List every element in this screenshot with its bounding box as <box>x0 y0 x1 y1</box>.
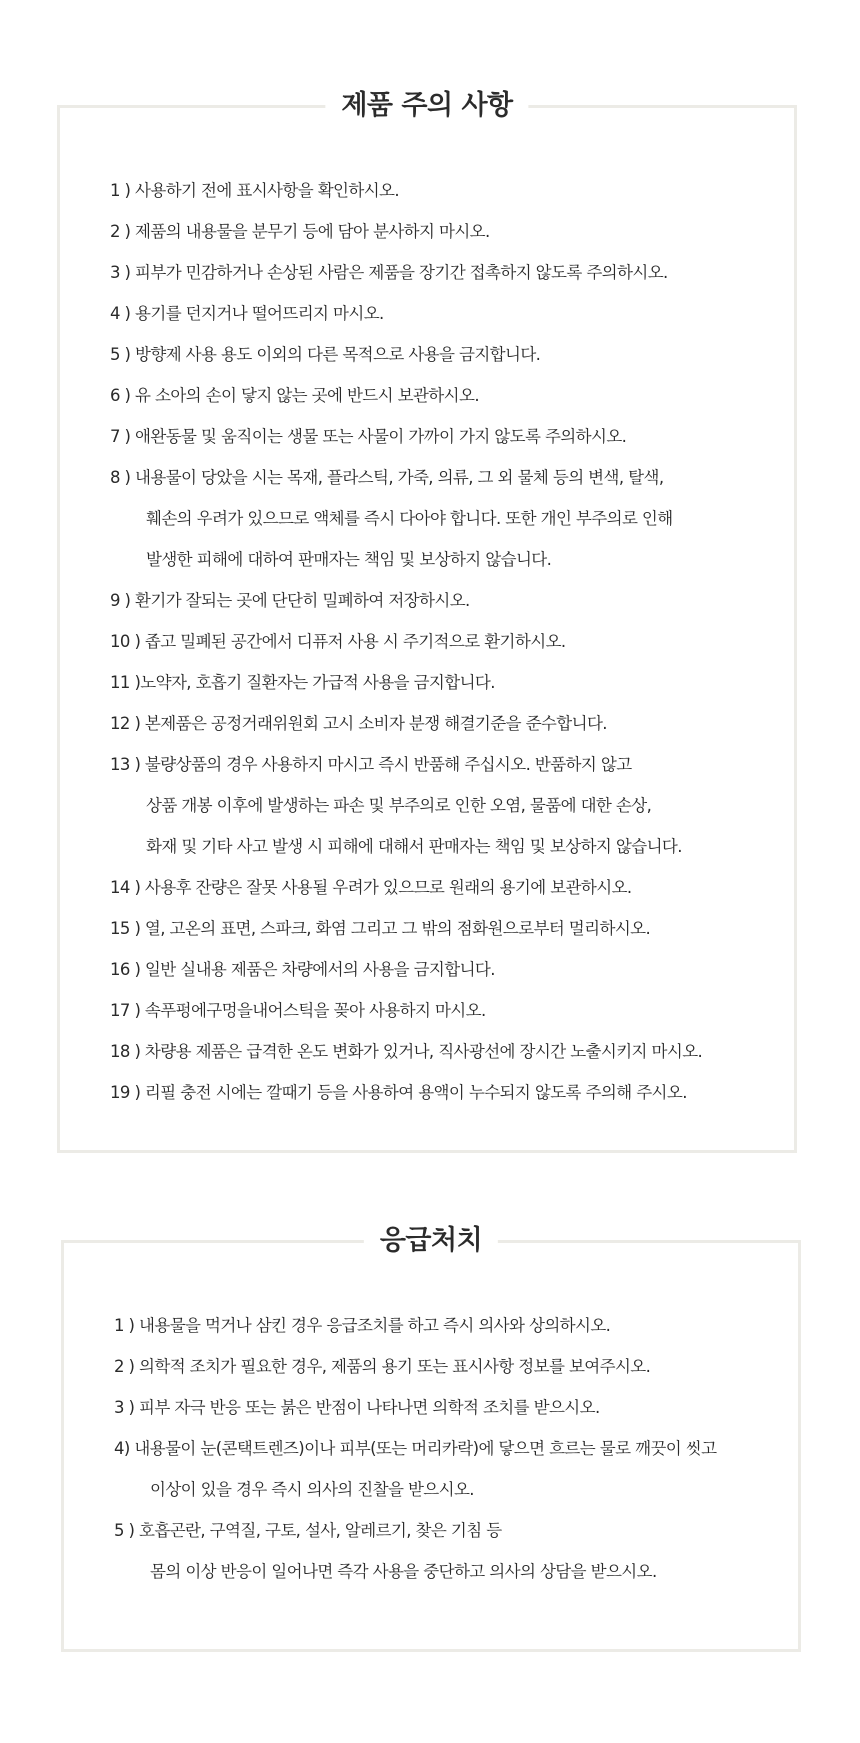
list-item <box>110 211 774 252</box>
list-item-text: 14 ) 사용후 잔량은 잘못 사용될 우려가 있으므로 원래의 용기에 보관하시오. <box>110 878 632 897</box>
list-item <box>114 1346 778 1387</box>
list-item <box>114 1510 778 1592</box>
list-item-text: 3 ) 피부가 민감하거나 손상된 사람은 제품을 장기간 접촉하지 않도록 주의하시오. <box>110 263 668 282</box>
list-item <box>110 416 774 457</box>
list-item-text: 1 ) 사용하기 전에 표시사항을 확인하시오. <box>110 181 400 200</box>
list-item-continuation: 상품 개봉 이후에 발생하는 파손 및 부주의로 인한 오염, 물품에 대한 손상, <box>146 796 652 815</box>
list-item <box>110 252 774 293</box>
cautions-title: 제품 주의 사항 <box>325 86 528 126</box>
list-item <box>114 1428 778 1510</box>
first-aid-title: 응급처치 <box>364 1221 498 1261</box>
list-item-text: 11 )노약자, 호흡기 질환자는 가급적 사용을 금지합니다. <box>110 673 495 692</box>
list-item-text: 13 ) 불량상품의 경우 사용하지 마시고 즉시 반품해 주십시오. 반품하지 않고 <box>110 755 632 774</box>
list-item-text: 18 ) 차량용 제품은 급격한 온도 변화가 있거나, 직사광선에 장시간 노출시키지 마시오. <box>110 1042 703 1061</box>
list-item-text: 15 ) 열, 고온의 표면, 스파크, 화염 그리고 그 밖의 점화원으로부터 멀리하시오. <box>110 919 651 938</box>
list-item <box>110 375 774 416</box>
list-item-text: 3 ) 피부 자극 반응 또는 붉은 반점이 나타나면 의학적 조치를 받으시오. <box>114 1398 600 1417</box>
list-item-continuation: 몸의 이상 반응이 일어나면 즉각 사용을 중단하고 의사의 상담을 받으시오. <box>150 1562 657 1581</box>
first-aid-section <box>61 1225 801 1652</box>
list-item <box>110 949 774 990</box>
list-item-text: 8 ) 내용물이 당았을 시는 목재, 플라스틱, 가죽, 의류, 그 외 물체 등의 변색, 탈색, <box>110 468 664 487</box>
list-item-text: 19 ) 리필 충전 시에는 깔때기 등을 사용하여 용액이 누수되지 않도록 주의해 주시오. <box>110 1083 687 1102</box>
list-item-text: 4 ) 용기를 던지거나 떨어뜨리지 마시오. <box>110 304 384 323</box>
list-item <box>110 621 774 662</box>
list-item <box>110 580 774 621</box>
list-item-text: 5 ) 호흡곤란, 구역질, 구토, 설사, 알레르기, 찾은 기침 등 <box>114 1521 502 1540</box>
list-item <box>110 744 774 867</box>
list-item-text: 7 ) 애완동물 및 움직이는 생물 또는 사물이 가까이 가지 않도록 주의하시오. <box>110 427 627 446</box>
list-item-text: 17 ) 속푸펑에구멍을내어스틱을 꽂아 사용하지 마시오. <box>110 1001 486 1020</box>
list-item <box>114 1387 778 1428</box>
list-item <box>110 334 774 375</box>
list-item-text: 2 ) 제품의 내용물을 분무기 등에 담아 분사하지 마시오. <box>110 222 490 241</box>
list-item-text: 10 ) 좁고 밀폐된 공간에서 디퓨저 사용 시 주기적으로 환기하시오. <box>110 632 566 651</box>
list-item <box>110 703 774 744</box>
list-item <box>110 1072 774 1113</box>
list-item-continuation: 화재 및 기타 사고 발생 시 피해에 대해서 판매자는 책임 및 보상하지 않습니다. <box>146 837 682 856</box>
cautions-list <box>110 170 774 1113</box>
list-item-text: 4) 내용물이 눈(콘택트렌즈)이나 피부(또는 머리카락)에 닿으면 흐르는 물로 깨끗이 씻고 <box>114 1439 717 1458</box>
list-item-text: 6 ) 유 소아의 손이 닿지 않는 곳에 반드시 보관하시오. <box>110 386 479 405</box>
list-item <box>110 662 774 703</box>
list-item-continuation: 발생한 피해에 대하여 판매자는 책임 및 보상하지 않습니다. <box>146 550 552 569</box>
list-item <box>110 908 774 949</box>
list-item <box>114 1305 778 1346</box>
list-item <box>110 457 774 580</box>
list-item-text: 1 ) 내용물을 먹거나 삼킨 경우 응급조치를 하고 즉시 의사와 상의하시오. <box>114 1316 611 1335</box>
list-item-text: 16 ) 일반 실내용 제품은 차량에서의 사용을 금지합니다. <box>110 960 495 979</box>
list-item-text: 2 ) 의학적 조치가 필요한 경우, 제품의 용기 또는 표시사항 정보를 보여주시오. <box>114 1357 651 1376</box>
list-item <box>110 1031 774 1072</box>
list-item-continuation: 이상이 있을 경우 즉시 의사의 진찰을 받으시오. <box>150 1480 474 1499</box>
list-item <box>110 990 774 1031</box>
cautions-section <box>57 90 797 1153</box>
list-item-continuation: 훼손의 우려가 있으므로 액체를 즉시 다아야 합니다. 또한 개인 부주의로 인해 <box>146 509 673 528</box>
first-aid-list <box>114 1305 778 1592</box>
list-item-text: 9 ) 환기가 잘되는 곳에 단단히 밀폐하여 저장하시오. <box>110 591 470 610</box>
list-item <box>110 293 774 334</box>
list-item-text: 12 ) 본제품은 공정거래위원회 고시 소비자 분쟁 해결기준을 준수합니다. <box>110 714 607 733</box>
list-item-text: 5 ) 방향제 사용 용도 이외의 다른 목적으로 사용을 금지합니다. <box>110 345 541 364</box>
list-item <box>110 170 774 211</box>
list-item <box>110 867 774 908</box>
